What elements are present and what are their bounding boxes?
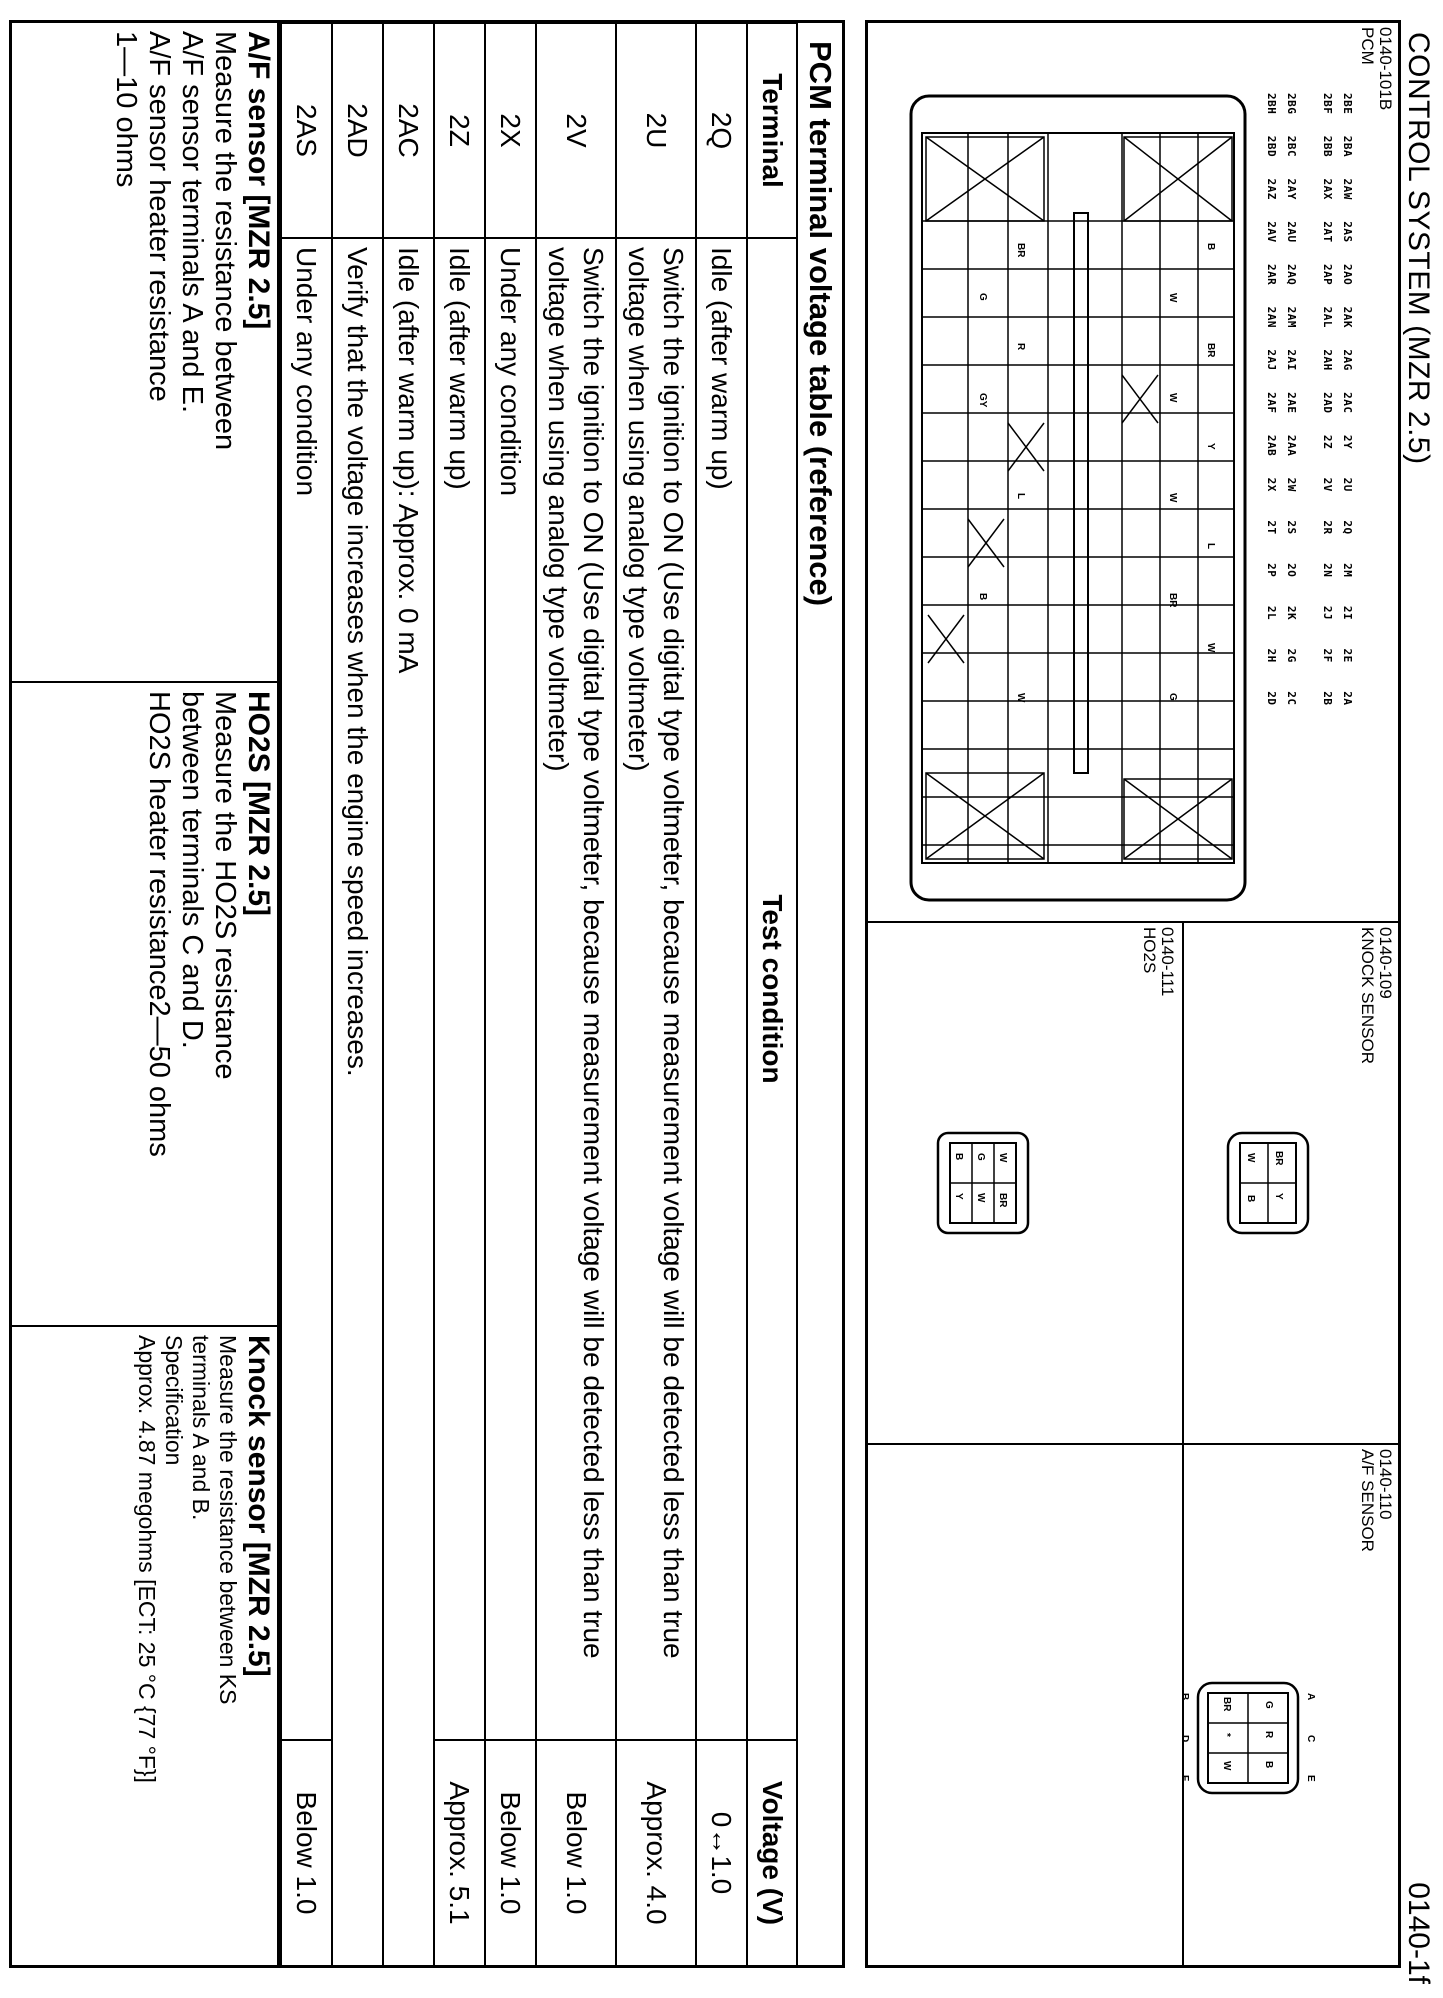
- table-row: [434, 23, 485, 1966]
- svg-text:W: W: [975, 1193, 986, 1203]
- spec-boxes: [9, 20, 279, 1968]
- condition-cell: Switch the ignition to ON (Use digital type voltmeter, because measurement voltage will be detected less than true voltage when using analog type voltmeter): [536, 238, 616, 1740]
- terminal-cell: 2AD: [332, 23, 383, 238]
- knock-spec-line: Approx. 4.87 megohms [ECT: 25 °C {77 °F}]: [134, 1335, 160, 1783]
- condition-cell: Under any condition: [281, 238, 332, 1740]
- pcm-wire-color: R: [1015, 343, 1026, 351]
- table-row: [332, 23, 383, 1966]
- ho2s-spec: [12, 683, 279, 1327]
- pcm-wire-color: G: [977, 293, 988, 301]
- pcm-wire-color: G: [1167, 693, 1178, 701]
- terminal-cell: 2X: [485, 23, 536, 238]
- svg-text:Y: Y: [953, 1193, 964, 1200]
- af-spec-line: A/F sensor heater resistance: [143, 31, 175, 402]
- pcm-wire-color: W: [1167, 393, 1178, 403]
- pcm-wire-color: B: [1205, 243, 1216, 251]
- af-pin-letter: E: [1305, 1775, 1316, 1782]
- pcm-pin-row: 2BH 2BD 2AZ 2AV 2AR 2AN 2AJ 2AF 2AB 2X 2T 2P 2L 2H 2D: [1265, 93, 1278, 720]
- pcm-wire-color: BR: [1015, 243, 1026, 258]
- terminal-cell: 2U: [616, 23, 696, 238]
- knock-connector-name: KNOCK SENSOR: [1358, 927, 1377, 1064]
- svg-text:Y: Y: [1273, 1193, 1284, 1200]
- pcm-wire-color: W: [1205, 643, 1216, 653]
- af-spec-line: Measure the resistance between: [209, 31, 241, 451]
- af-pin-letter: D: [1179, 1735, 1190, 1743]
- table-row: [616, 23, 696, 1966]
- svg-text:W: W: [997, 1153, 1008, 1163]
- pcm-connector-code: 0140-101B: [1376, 27, 1395, 111]
- table-row: [281, 23, 332, 1966]
- condition-cell: Idle (after warm up): [434, 238, 485, 1740]
- table-row: [383, 23, 434, 1966]
- voltage-cell: Below 1.0: [536, 1740, 616, 1966]
- ho2s-connector-name: HO2S: [1140, 927, 1159, 974]
- af-spec-line: A/F sensor terminals A and E.: [176, 31, 208, 414]
- page-title: CONTROL SYSTEM (MZR 2.5): [1402, 32, 1435, 465]
- table-row: [696, 23, 747, 1966]
- condition-cell: Switch the ignition to ON (Use digital type voltmeter, because measurement voltage will be detected less than true voltage when using analog type voltmeter): [616, 238, 696, 1740]
- voltage-table-box: [277, 20, 845, 1968]
- af-connector-name: A/F SENSOR: [1358, 1449, 1377, 1552]
- svg-text:G: G: [975, 1153, 986, 1161]
- ho2s-spec-line: HO2S heater resistance2—50 ohms: [143, 691, 175, 1157]
- pcm-wire-color: Y: [1205, 443, 1216, 450]
- page-number: 0140-1f: [1402, 1882, 1435, 1984]
- voltage-cell: Below 1.0: [485, 1740, 536, 1966]
- voltage-table: [280, 22, 798, 1967]
- knock-spec-line: Specification: [161, 1335, 187, 1466]
- terminal-cell: 2AS: [281, 23, 332, 238]
- pcm-wire-color: W: [1167, 293, 1178, 303]
- voltage-cell: Approx. 4.0: [616, 1740, 696, 1966]
- af-spec-title: A/F sensor [MZR 2.5]: [242, 31, 275, 330]
- af-spec-line: 1—10 ohms: [110, 31, 142, 188]
- af-pin-letter: C: [1305, 1735, 1316, 1743]
- voltage-table-caption: PCM terminal voltage table (reference): [803, 41, 838, 607]
- table-row: [485, 23, 536, 1966]
- ho2s-spec-line: Measure the HO2S resistance: [209, 691, 241, 1080]
- connector-panel: [865, 20, 1401, 1968]
- pcm-wire-color: W: [1167, 493, 1178, 503]
- condition-cell: Under any condition: [485, 238, 536, 1740]
- ho2s-connector-icon: [928, 1123, 1038, 1243]
- af-pin-letter: A: [1305, 1693, 1316, 1701]
- header-terminal: Terminal: [747, 23, 797, 238]
- svg-text:B: B: [1245, 1195, 1256, 1203]
- condition-cell: Idle (after warm up): [696, 238, 747, 1740]
- svg-text:BR: BR: [1273, 1151, 1284, 1166]
- pcm-connector-icon: [908, 93, 1248, 903]
- panel-divider: [868, 1443, 1398, 1445]
- pcm-pin-row: 2BF 2BB 2AX 2AT 2AP 2AL 2AH 2AD 2Z 2V 2R 2N 2J 2F 2B: [1321, 93, 1334, 720]
- terminal-cell: 2AC: [383, 23, 434, 238]
- svg-text:B: B: [953, 1153, 964, 1161]
- terminal-cell: 2Q: [696, 23, 747, 238]
- af-pin-letter: B: [1179, 1693, 1190, 1701]
- knock-spec-line: terminals A and B.: [188, 1335, 214, 1521]
- condition-cell: Idle (after warm up): Approx. 0 mA: [383, 238, 434, 1966]
- svg-text:B: B: [1263, 1761, 1274, 1769]
- svg-text:BR: BR: [1221, 1697, 1232, 1712]
- pcm-wire-color: GY: [977, 393, 988, 408]
- panel-divider: [868, 921, 1398, 923]
- pcm-wire-color: B: [977, 593, 988, 601]
- pcm-wire-color: W: [1015, 693, 1026, 703]
- svg-text:W: W: [1221, 1761, 1232, 1771]
- ho2s-spec-line: between terminals C and D.: [176, 691, 208, 1049]
- knock-sensor-connector-icon: [1218, 1123, 1318, 1243]
- ho2s-spec-title: HO2S [MZR 2.5]: [242, 691, 275, 917]
- pcm-pin-row: 2BG 2BC 2AY 2AU 2AQ 2AM 2AI 2AE 2AA 2W 2S 2O 2K 2G 2C: [1285, 93, 1298, 720]
- terminal-cell: 2V: [536, 23, 616, 238]
- voltage-cell: Approx. 5.1: [434, 1740, 485, 1966]
- condition-cell: Verify that the voltage increases when the engine speed increases.: [332, 238, 383, 1966]
- pcm-wire-color: BR: [1167, 593, 1178, 608]
- af-connector-code: 0140-110: [1376, 1449, 1395, 1520]
- panel-divider: [1182, 921, 1184, 1443]
- pcm-pin-row: 2BE 2BA 2AW 2AS 2AO 2AK 2AG 2AC 2Y 2U 2Q 2M 2I 2E 2A: [1341, 93, 1354, 720]
- af-sensor-spec: [12, 23, 279, 683]
- ho2s-connector-code: 0140-111: [1158, 927, 1177, 997]
- af-pin-letter: F: [1179, 1775, 1190, 1782]
- pcm-wire-color: L: [1205, 543, 1216, 550]
- header-test-condition: Test condition: [747, 238, 797, 1740]
- voltage-cell: 0↔1.0: [696, 1740, 747, 1966]
- knock-spec-title: Knock sensor [MZR 2.5]: [242, 1335, 275, 1677]
- af-sensor-connector-icon: [1178, 1663, 1328, 1813]
- pcm-wire-color: L: [1015, 493, 1026, 500]
- svg-text:G: G: [1263, 1701, 1274, 1709]
- table-row: [536, 23, 616, 1966]
- voltage-cell: Below 1.0: [281, 1740, 332, 1966]
- terminal-cell: 2Z: [434, 23, 485, 238]
- knock-spec-line: Measure the resistance between KS: [215, 1335, 241, 1705]
- svg-text:BR: BR: [997, 1193, 1008, 1208]
- svg-text:W: W: [1245, 1153, 1256, 1163]
- pcm-connector-name: PCM: [1358, 27, 1377, 65]
- svg-text:*: *: [1221, 1733, 1232, 1737]
- knock-connector-code: 0140-109: [1376, 927, 1395, 999]
- svg-text:R: R: [1263, 1731, 1274, 1739]
- pcm-wire-color: BR: [1205, 343, 1216, 358]
- knock-sensor-spec: [12, 1327, 279, 1967]
- header-voltage: Voltage (V): [747, 1740, 797, 1966]
